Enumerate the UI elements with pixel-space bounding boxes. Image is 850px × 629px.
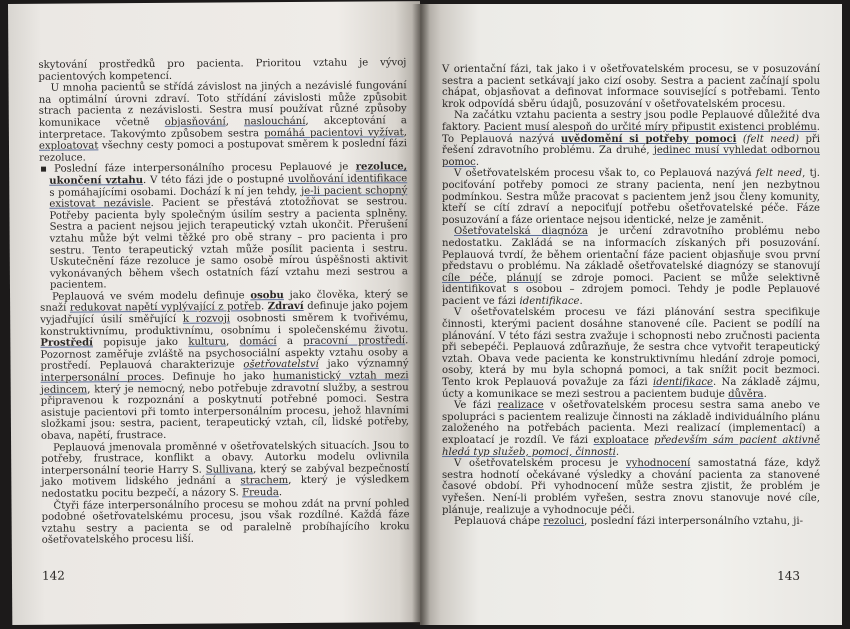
text-run: Ve fázi bbox=[454, 400, 498, 412]
text-run: Peplauová jmenovala proměnné v ošetřovatelských situacích. Jsou to potřeby, frustrace, konflikt a obavy. Autorku modelu ovlivnila interpersonální teorie Harry S. bbox=[41, 439, 410, 477]
underlined-text: k rozvoji bbox=[182, 313, 231, 325]
text-run: V ošetřovatelském procesu však to, co Peplauová nazývá bbox=[454, 168, 756, 180]
underlined-text: vyhodnocení bbox=[625, 458, 691, 470]
underlined-text: Ošetřovatelská diagnóza bbox=[454, 226, 588, 238]
underlined-text: rezoluce, ukončení vztahu bbox=[49, 161, 408, 187]
text-run: jako významný bbox=[318, 358, 409, 371]
text-run: felt need bbox=[755, 168, 803, 180]
left-page-text bbox=[38, 57, 409, 546]
text-run: , bbox=[225, 116, 245, 128]
text-run: Na začátku vztahu pacienta a sestry jsou podle Peplauové důležité dva faktory. bbox=[442, 110, 820, 133]
text-run: . bbox=[278, 487, 283, 499]
paragraph bbox=[442, 400, 820, 458]
underlined-text: exploatovat bbox=[38, 140, 99, 152]
text-run: Čtyři fáze interpersonálního procesu se mohou zdát na první pohled podobné ošetřovatelskému procesu, jsou však rozdílné. Každá fáze vztahu sestry a pacienta se od paralelně probíhajícího kroku ošetřovatelského procesu liší. bbox=[41, 497, 410, 547]
text-run: V orientační fázi, tak jako i v ošetřovatelském procesu, se v posuzování sestra a pacient setkávají jako cizí osoby. Sestra a pacient začínají spolu chápat, objasňovat a definovat informace související s potřebami. Tento krok odpovídá sběru údajů, posuzování v ošetřovatelském procesu. bbox=[442, 64, 820, 110]
paragraph bbox=[442, 516, 820, 528]
text-run: , který je nemocný, nebo potřebuje zdravotní služby, a sestrou připravenou k rozpoznání a poskytnutí potřebné pomoci. Sestra asistuje pacientovi při tomto interpersonálním procesu, jehož hlavními složkami jsou: sestra, pacient, terapeutický vztah, cíl, lidské potřeby, obava, napětí, frustrace. bbox=[40, 381, 409, 442]
text-run: , bbox=[493, 272, 507, 284]
text-run: . bbox=[260, 301, 268, 313]
underlined-text: osobu bbox=[250, 289, 284, 302]
paragraph bbox=[41, 440, 409, 501]
underlined-text: kulturu bbox=[188, 336, 227, 348]
underlined-text: Zdraví bbox=[267, 301, 304, 313]
text-run: . bbox=[579, 295, 583, 307]
text-run: všechny cesty pomoci a postupovat směrem k poslední fázi rezoluce. bbox=[39, 138, 408, 164]
underlined-text: strachem bbox=[240, 475, 289, 487]
underlined-text: Freuda bbox=[242, 487, 279, 499]
text-run: popisuje jako bbox=[92, 336, 189, 349]
underlined-text: je-li pacient schopný existovat nezávisle bbox=[49, 184, 408, 210]
underlined-text: Prostředí bbox=[40, 337, 94, 350]
text-run: . bbox=[615, 446, 620, 458]
text-run: . V této fázi jde o postupné bbox=[142, 173, 288, 186]
text-run: s pomáhajícími osobami. Dochází k ní jen tehdy, bbox=[49, 185, 302, 199]
text-run: , který je výsledkem nedostatku pocitu bezpečí, a názory S. bbox=[41, 474, 410, 500]
underlined-text: redukovat napětí vyplývající z potřeb bbox=[69, 301, 261, 315]
text-run: , bbox=[403, 126, 407, 138]
text-run: je určení zdravotního problému nebo nedostatku. Zakládá se na informacích získaných při posuzování. Peplauová tvrdí, že během orientační fáze pacient objasňuje svou první představu o problému. Na základě ošetřovatelské diagnózy se stanovují bbox=[442, 226, 820, 273]
paragraph bbox=[39, 80, 408, 164]
paragraph bbox=[41, 498, 409, 547]
underlined-text: interpersonální proces bbox=[40, 371, 162, 384]
text-run: v ošetřovatelském procesu sestra sama anebo ve spolupráci s pacientem realizuje činnosti na základě individuálního plánu založeného na potřebách pacienta. Mezi realizací (implementací) a exploatací je rozdíl. Ve fázi bbox=[442, 400, 820, 446]
underlined-text: uvolňování identifikace bbox=[287, 173, 408, 185]
right-page-number: 143 bbox=[777, 569, 800, 583]
text-run: Peplauová chápe bbox=[454, 516, 544, 528]
text-run: jako člověka, který se snaží bbox=[40, 289, 409, 315]
text-run: . bbox=[763, 388, 767, 400]
paragraph bbox=[442, 64, 820, 110]
underlined-text: humanistický vztah mezi jedincem bbox=[40, 370, 409, 396]
underlined-text: pomáhá pacientovi vyžívat bbox=[264, 126, 404, 139]
text-run: . Definuje ho jako bbox=[161, 371, 273, 383]
text-run: , poslední fázi interpersonálního vztahu, ji- bbox=[584, 516, 804, 528]
underlined-text: identifikace bbox=[653, 377, 713, 389]
text-run: U mnoha pacientů se střídá závislost na jiných a nezávislé fungování na optimální úrovni zdraví. Toto střídání závislosti může způsobit strach pacienta z nezávislosti. Sestra musí používat různé způsoby komunikace včetně bbox=[38, 80, 407, 129]
paragraph bbox=[442, 307, 820, 400]
text-run: . To Peplauová nazývá bbox=[442, 121, 820, 145]
underlined-text: Sullivana bbox=[205, 464, 254, 476]
text-run: , akceptování a interpretace. Takovýmto způsobem sestra bbox=[38, 115, 407, 141]
paragraph bbox=[38, 57, 406, 83]
underlined-text: domácí bbox=[239, 336, 277, 348]
text-run: samostatná fáze, když sestra hodnotí očekávané výsledky a chování pacienta za stanovené časové období. Při vyhodnocení může sestra zjistit, že problém je vyřešen. Není-li problém vyřešen, sestra znovu stanovuje nové cíle, plánuje, realizuje a vyhodnocuje péči. bbox=[442, 458, 821, 516]
text-run: (felt need) bbox=[742, 133, 800, 145]
paragraph bbox=[442, 458, 820, 516]
underlined-text: exploatace bbox=[593, 435, 649, 446]
text-run: . bbox=[475, 156, 480, 168]
underlined-text: ošetřovatelství bbox=[243, 359, 319, 371]
text-run: V ošetřovatelském procesu ve fázi plánování sestra specifikuje činnosti, kterými pacient dosáhne stanovené cíle. Pacient se podílí na plánování. V této fázi sestra zvažuje i schopnosti nebo zručnosti pacienta při sebepéči. Peplauová zdůrazňuje, že sestra chce vytvořit terapeutický vztah. Obava vede pacienta ke konstruktivnímu hledání zdroje pomoci, osoby, která by mu byla schopná pomoci, a tak snížit pocit bezmoci. Tento krok Peplauová považuje za fázi bbox=[442, 307, 820, 389]
book-spread bbox=[8, 4, 842, 625]
text-run: Poslední fáze interpersonálního procesu Peplauové je bbox=[54, 161, 356, 176]
underlined-text: jedinec musí vyhledat odbornou pomoc bbox=[442, 145, 820, 168]
text-run: se zdroje pomoci. Pacient se může selektivně identifikovat s osobou – zdrojem pomoci. Tehdy je podle Peplauové pacient ve fázi bbox=[442, 272, 820, 307]
text-run: . Na základě zájmu, úcty a komunikace se mezi sestrou a pacientem buduje bbox=[442, 377, 820, 400]
text-run: Peplauová ve svém modelu definuje bbox=[52, 290, 251, 303]
text-run: a bbox=[276, 336, 304, 348]
text-run: osobnosti směrem k tvořivému, konstruktivnímu, produktivnímu, osobnímu i společenskému životu. bbox=[40, 312, 409, 338]
underlined-text: především sám pacient aktivně hledá typ služeb, pomoci, činnosti bbox=[442, 435, 820, 458]
text-run: , tj. pociťování potřeby pomoci ze strany pacienta, není jen nezbytnou podmínkou. Sestra může pracovat s pacientem jenž jsou členy komunity, kteří se cítí zdraví a nepociťují potřebu ošetřovatelské péče. Fáze posuzování a fáze orientace nejsou identické, nelze je zaměnit. bbox=[442, 168, 820, 226]
text-run: definuje jako pojem vyjadřující úsilí směřující bbox=[40, 300, 409, 326]
left-page-number: 142 bbox=[41, 568, 65, 583]
text-run: , který se zabýval bezpečností jako motivem lidského jednání a bbox=[41, 462, 410, 489]
underlined-text: pracovní prostředí bbox=[303, 335, 406, 348]
underlined-text: objasňování bbox=[164, 116, 226, 128]
text-run: skytování prostředků pro pacienta. Prioritou vztahu je vývoj pacientových kompetencí. bbox=[38, 57, 407, 83]
paragraph bbox=[442, 226, 820, 307]
underlined-text: cíle péče bbox=[442, 272, 494, 284]
text-run: , bbox=[226, 336, 240, 348]
text-run: identifikace bbox=[519, 295, 580, 307]
underlined-text: realizace bbox=[497, 400, 544, 412]
text-run: V ošetřovatelském procesu je bbox=[454, 458, 626, 470]
text-run: . Pacient se přestává ztotožňovat se sestrou. Potřeby pacienta byly společným úsilím sestry a pacienta splněny. Sestra a pacient nejsou jejich terapeutický vztah ukončit. Přerušení vztahu může být velmi těžké pro obě strany – pro pacienta i pro sestru. Tento terapeutický vztah může posílit pacienta i sestru. Uskutečnění fáze rezoluce je samo osobě mírou úspěšnosti aktivit vykonávaných během všech ostatních fází vztahu mezi sestrou a pacientem. bbox=[49, 196, 408, 291]
paragraph bbox=[39, 162, 408, 292]
underlined-text: Pacient musí alespoň do určité míry připustit existenci problému bbox=[483, 121, 817, 133]
right-page bbox=[420, 4, 842, 625]
right-page-text bbox=[442, 64, 820, 528]
paragraph bbox=[442, 168, 820, 226]
paragraph bbox=[40, 289, 409, 442]
underlined-text: plánují bbox=[506, 272, 542, 284]
underlined-text: naslouchání bbox=[244, 115, 306, 128]
text-run: při řešení zdravotního problému. Za druhé, bbox=[442, 133, 820, 157]
text-run: . Pozornost zaměřuje zvláště na psychosociální aspekty vztahu osoby a prostředí. Peplauová charakterizuje bbox=[40, 335, 409, 373]
underlined-text: důvěra bbox=[728, 388, 764, 400]
underlined-text: rezoluci bbox=[543, 516, 585, 528]
underlined-text: uvědomění si potřeby pomoci bbox=[560, 133, 737, 145]
left-page bbox=[8, 1, 424, 625]
paragraph bbox=[442, 110, 820, 168]
